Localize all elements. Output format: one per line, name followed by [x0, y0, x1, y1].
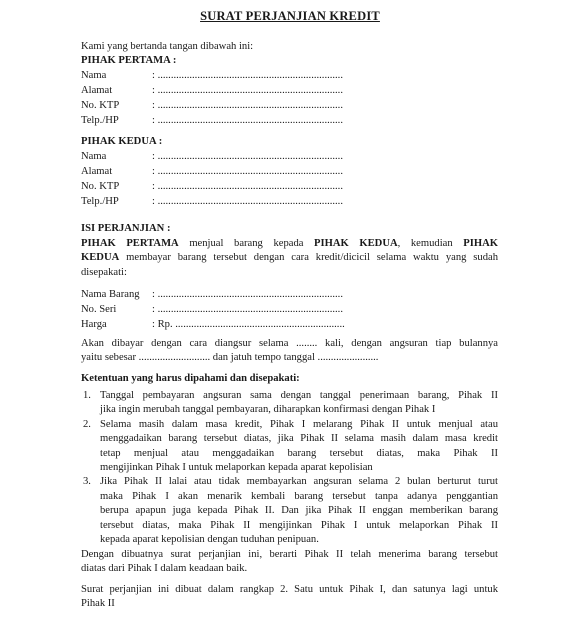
- list-item-line: tersebut diatas, maka Pihak II mengijinkan Pihak I untuk melaporkan Pihak II: [100, 519, 498, 531]
- pihak-kedua-telp-field: : ......................................................................: [152, 196, 343, 207]
- penutup-paragraph-2: [81, 583, 498, 612]
- penutup-2-line-2: Pihak II: [81, 598, 115, 610]
- penutup-1-line-1: Dengan dibuatnya surat perjanjian ini, berarti Pihak II telah menerima barang tersebut: [81, 549, 498, 560]
- pihak-kedua-nama-label: Nama: [81, 151, 107, 162]
- intro-text: Kami yang bertanda tangan dibawah ini:: [81, 41, 254, 52]
- list-item-line: jika ingin merubah tanggal pembayaran, diharapkan konfirmasi dengan Pihak I: [100, 404, 436, 416]
- pihak-pertama-heading: PIHAK PERTAMA :: [81, 55, 177, 66]
- isi-line-1: [81, 237, 498, 251]
- no-seri-label: No. Seri: [81, 304, 117, 315]
- document-title: SURAT PERJANJIAN KREDIT: [200, 9, 380, 23]
- pihak-pertama-nama-label: Nama: [81, 70, 107, 81]
- isi-text-fragment: membayar barang tersebut dengan cara kredit/dicicil selama waktu yang sudah: [119, 252, 498, 264]
- pihak-pertama-alamat-field: : ......................................................................: [152, 85, 343, 96]
- pihak-kedua-alamat-field: : ......................................................................: [152, 166, 343, 177]
- list-item: [81, 389, 498, 418]
- list-item-line: berupa apapun juga kepada Pihak II. Dan jika Pihak II enggan memberikan barang: [100, 505, 498, 517]
- pihak-pertama-ktp-field: : ......................................................................: [152, 100, 343, 111]
- pihak-pertama-telp-field: : ......................................................................: [152, 115, 343, 126]
- no-seri-field: : ......................................................................: [152, 304, 343, 315]
- pihak-pertama-telp-label: Telp./HP: [81, 115, 119, 126]
- list-item-line: maka Pihak I akan menarik kembali barang tersebut tanpa adanya penggantian: [100, 490, 498, 502]
- list-item-line: Jika Pihak II lalai atau tidak membayarkan angsuran selama 2 bulan berturut turut: [100, 476, 498, 488]
- isi-text-fragment: , kemudian: [397, 238, 464, 249]
- list-item-line: mengijinkan Pihak I untuk melaporkan kepada aparat kepolisian: [100, 462, 373, 474]
- pihak-pertama-term: PIHAK PERTAMA: [81, 238, 179, 249]
- pihak-pertama-alamat-label: Alamat: [81, 85, 113, 96]
- pihak-pertama-nama-field: : ......................................................................: [152, 70, 343, 81]
- list-item-line: tetap menjual atau menggadaikan barang tersebut diatas, maka Pihak II: [100, 447, 498, 459]
- penutup-paragraph-1: [81, 548, 498, 577]
- list-item-number: 2.: [83, 418, 91, 430]
- list-item: [81, 418, 498, 476]
- angsuran-paragraph: [81, 337, 498, 366]
- pihak-kedua-alamat-label: Alamat: [81, 166, 113, 177]
- pihak-kedua-telp-label: Telp./HP: [81, 196, 119, 207]
- list-item-line: menggadaikan barang tersebut diatas, jika Pihak II selama masih dalam masa kredit: [100, 433, 498, 445]
- kedua-term: KEDUA: [81, 252, 120, 264]
- isi-line-2: [81, 251, 498, 265]
- list-item: [81, 475, 498, 547]
- isi-perjanjian-text: [81, 237, 498, 280]
- isi-line-3: disepakati:: [81, 266, 127, 278]
- harga-label: Harga: [81, 319, 107, 330]
- pihak-kedua-ktp-label: No. KTP: [81, 181, 120, 192]
- list-item-number: 1.: [83, 390, 91, 401]
- penutup-1-line-2: diatas dari Pihak I dalam keadaan baik.: [81, 563, 248, 575]
- list-item-line: Tanggal pembayaran angsuran sama dengan tanggal penerimaan barang, Pihak II: [100, 390, 498, 401]
- list-item-number: 3.: [83, 476, 91, 488]
- pihak-kedua-nama-field: : ......................................................................: [152, 151, 343, 162]
- ketentuan-list: [81, 389, 498, 547]
- list-item-line: kepada aparat kepolisian dengan tuduhan penipuan.: [100, 534, 319, 546]
- pihak-pertama-ktp-label: No. KTP: [81, 100, 120, 111]
- pihak-kedua-ktp-field: : ......................................................................: [152, 181, 343, 192]
- pihak-kedua-term: PIHAK KEDUA: [314, 238, 398, 249]
- isi-text-fragment: menjual barang kepada: [178, 238, 315, 249]
- list-item-line: Selama masih dalam masa kredit, Pihak I melarang Pihak II untuk menjual atau: [100, 418, 498, 430]
- ketentuan-heading: Ketentuan yang harus dipahami dan disepakati:: [81, 373, 300, 384]
- isi-perjanjian-heading: ISI PERJANJIAN :: [81, 223, 171, 234]
- nama-barang-field: : ......................................................................: [152, 289, 343, 300]
- pihak-term: PIHAK: [463, 238, 498, 249]
- pihak-kedua-heading: PIHAK KEDUA :: [81, 136, 163, 147]
- angsuran-line-1: Akan dibayar dengan cara diangsur selama ........ kali, dengan angsuran tiap bulannya: [81, 338, 498, 349]
- harga-field: : Rp. ................................................................: [152, 319, 345, 330]
- penutup-2-line-1: Surat perjanjian ini dibuat dalam rangkap 2. Satu untuk Pihak I, dan satunya lagi untuk: [81, 584, 498, 595]
- nama-barang-label: Nama Barang: [81, 289, 140, 300]
- angsuran-line-2: yaitu sebesar ........................... dan jatuh tempo tanggal .......................: [81, 352, 379, 364]
